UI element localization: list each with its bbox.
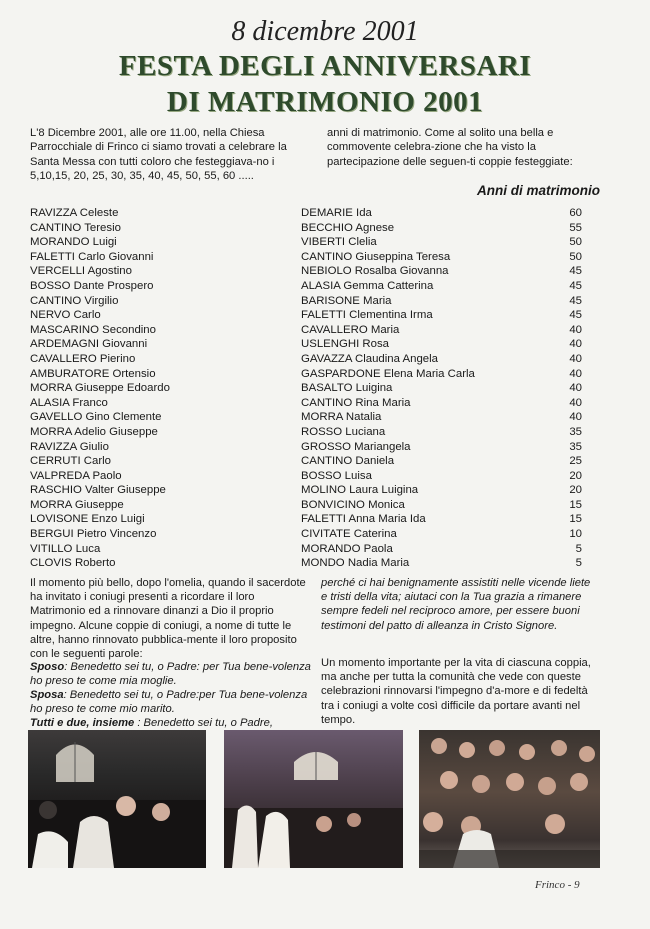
couple-row (30, 367, 600, 382)
years-value: 45 (569, 265, 582, 278)
paragraph-preghiera: perché ci hai benignamente assistiti nelle vicende liete e tristi della vita; aiutaci con la Tua grazia a rimanere sempre fedeli nel reciproco amore, per essere buoni testimoni del patto di alleanza in Cristo Signore. (321, 577, 591, 632)
wife-name: CANTINO Rina Maria (301, 396, 411, 409)
years-value: 60 (569, 207, 582, 219)
husband-name: AMBURATORE Ortensio (30, 367, 156, 380)
years-value: 40 (569, 323, 582, 336)
date-heading: 8 dicembre 2001 (231, 16, 419, 47)
photo-congregation (419, 730, 600, 868)
husband-name: CAVALLERO Pierino (30, 352, 136, 365)
paragraph-comunita: Un momento importante per la vita di ciascuna coppia, ma anche per tutta la comunità che vede con queste celebrazioni rinnovarsi l'impegno d'a-more e di fedeltà tra i coniugi a volte così difficile da portare avanti nel tempo. (321, 657, 591, 726)
husband-name: MORRA Giuseppe Edoardo (30, 382, 170, 395)
couple-row (30, 556, 600, 571)
years-value: 40 (569, 338, 582, 351)
sposa-label: Sposa (30, 689, 64, 701)
couple-row (30, 542, 600, 557)
page-title-line2: DI MATRIMONIO 2001 (166, 86, 484, 118)
wife-name: CANTINO Giuseppina Teresa (301, 250, 451, 263)
years-value: 40 (569, 396, 582, 409)
husband-name: VERCELLI Agostino (30, 265, 132, 278)
wife-name: GASPARDONE Elena Maria Carla (301, 367, 475, 380)
husband-name: MORRA Giuseppe (30, 498, 124, 511)
husband-name: CLOVIS Roberto (30, 557, 116, 570)
years-value: 5 (575, 542, 582, 555)
couple-row (30, 294, 600, 309)
husband-name: GAVELLO Gino Clemente (30, 411, 162, 424)
wife-name: BONVICINO Monica (301, 498, 405, 511)
wife-name: BOSSO Luisa (301, 469, 372, 482)
response-tutti (30, 716, 312, 730)
years-value: 35 (569, 425, 582, 438)
couple-row (30, 264, 600, 279)
wife-name: USLENGHI Rosa (301, 338, 389, 351)
husband-name: RAVIZZA Celeste (30, 207, 119, 219)
years-value: 50 (569, 236, 582, 249)
husband-name: MASCARINO Secondino (30, 323, 156, 336)
couple-row (30, 483, 600, 498)
years-value: 15 (569, 498, 582, 511)
husband-name: FALETTI Carlo Giovanni (30, 250, 154, 263)
years-value: 40 (569, 352, 582, 365)
years-value: 55 (569, 221, 582, 234)
couple-row (30, 323, 600, 338)
couple-row (30, 454, 600, 469)
husband-name: BOSSO Dante Prospero (30, 279, 154, 292)
couple-row (30, 308, 600, 323)
wife-name: FALETTI Clementina Irma (301, 309, 433, 322)
years-value: 45 (569, 309, 582, 322)
couple-row (30, 512, 600, 527)
wife-name: CIVITATE Caterina (301, 528, 397, 541)
years-value: 10 (569, 528, 582, 541)
husband-name: LOVISONE Enzo Luigi (30, 513, 145, 526)
couples-list (30, 206, 600, 571)
couple-row (30, 221, 600, 236)
years-value: 20 (569, 484, 582, 497)
couple-row (30, 498, 600, 513)
couple-row (30, 440, 600, 455)
tutti-text: : Benedetto sei tu, o Padre, (134, 717, 273, 729)
couple-row (30, 250, 600, 265)
couple-row (30, 381, 600, 396)
husband-name: BERGUI Pietro Vincenzo (30, 528, 157, 541)
years-value: 40 (569, 382, 582, 395)
husband-name: RAVIZZA Giulio (30, 440, 109, 453)
sposo-label: Sposo (30, 661, 65, 673)
husband-name: VITILLO Luca (30, 542, 101, 555)
years-value: 25 (569, 455, 582, 468)
wife-name: DEMARIE Ida (301, 207, 372, 219)
wife-name: VIBERTI Clelia (301, 236, 377, 249)
tutti-label: Tutti e due, insieme (30, 717, 135, 729)
husband-name: CANTINO Virgilio (30, 294, 119, 307)
page-title-line1: FESTA DEGLI ANNIVERSARI (118, 50, 532, 82)
intro-right-column: anni di matrimonio. Come al solito una bella e commovente celebra-zione che ha visto la partecipazione delle seguen-ti coppie festeggiate: (327, 127, 573, 168)
wife-name: BASALTO Luigina (301, 382, 393, 395)
wife-name: GROSSO Mariangela (301, 440, 411, 453)
wife-name: BECCHIO Agnese (301, 221, 395, 234)
years-value: 5 (575, 557, 582, 570)
husband-name: MORRA Adelio Giuseppe (30, 425, 158, 438)
intro-left-column: L'8 Dicembre 2001, alle ore 11.00, nella Chiesa Parrocchiale di Frinco ci siamo trovati a celebrare la Santa Messa con tutti coloro che festeggiava-no i 5,10,15, 20, 25, 30, 35, 40, 45, 50, 55, 60 ..... (30, 127, 287, 183)
wife-name: ALASIA Gemma Catterina (301, 279, 434, 292)
husband-name: CANTINO Teresio (30, 221, 121, 234)
couple-row (30, 352, 600, 367)
wife-name: FALETTI Anna Maria Ida (301, 513, 426, 526)
photo-celebration-1 (28, 730, 206, 868)
couple-row (30, 279, 600, 294)
response-sposa (30, 688, 312, 716)
wife-name: ROSSO Luciana (301, 425, 386, 438)
wife-name: MORANDO Paola (301, 542, 393, 555)
years-value: 35 (569, 440, 582, 453)
couple-row (30, 527, 600, 542)
wife-name: CANTINO Daniela (301, 455, 395, 468)
husband-name: NERVO Carlo (30, 309, 101, 322)
sposo-text: : Benedetto sei tu, o Padre: per Tua bene-volenza ho preso te come mia moglie. (30, 661, 311, 688)
wife-name: MORRA Natalia (301, 411, 382, 424)
husband-name: ALASIA Franco (30, 396, 108, 409)
years-value: 50 (569, 250, 582, 263)
response-sposo (30, 660, 312, 688)
years-value: 15 (569, 513, 582, 526)
years-value: 45 (569, 294, 582, 307)
wife-name: MONDO Nadia Maria (301, 557, 410, 570)
couple-row (30, 337, 600, 352)
wife-name: GAVAZZA Claudina Angela (301, 352, 438, 365)
anni-heading: Anni di matrimonio (477, 183, 600, 198)
husband-name: MORANDO Luigi (30, 236, 117, 249)
years-value: 20 (569, 469, 582, 482)
page-footer: Frinco - 9 (535, 879, 580, 891)
years-value: 40 (569, 367, 582, 380)
husband-name: RASCHIO Valter Giuseppe (30, 484, 166, 497)
years-value: 40 (569, 411, 582, 424)
wife-name: MOLINO Laura Luigina (301, 484, 419, 497)
couple-row (30, 425, 600, 440)
husband-name: VALPREDA Paolo (30, 469, 122, 482)
wife-name: BARISONE Maria (301, 294, 392, 307)
wife-name: NEBIOLO Rosalba Giovanna (301, 265, 449, 278)
couple-row (30, 410, 600, 425)
couple-row (30, 396, 600, 411)
husband-name: CERRUTI Carlo (30, 455, 112, 468)
husband-name: ARDEMAGNI Giovanni (30, 338, 148, 351)
couple-row (30, 235, 600, 250)
years-value: 45 (569, 279, 582, 292)
photo-celebration-2 (224, 730, 403, 868)
sposa-text: : Benedetto sei tu, o Padre:per Tua bene-volenza ho preso te come mio marito. (30, 689, 308, 716)
paragraph-rito: Il momento più bello, dopo l'omelia, quando il sacerdote ha invitato i coniugi presenti a ricordare il loro Matrimonio ed a rinnovare dinanzi a Dio il proprio impegno. Alcune coppie di coniugi, a nome di tutte le altre, hanno rinnovato pubblica-mente il loro proposito con le seguenti parole: (30, 577, 306, 661)
wife-name: CAVALLERO Maria (301, 323, 400, 336)
couple-row (30, 469, 600, 484)
couple-row (30, 206, 600, 221)
